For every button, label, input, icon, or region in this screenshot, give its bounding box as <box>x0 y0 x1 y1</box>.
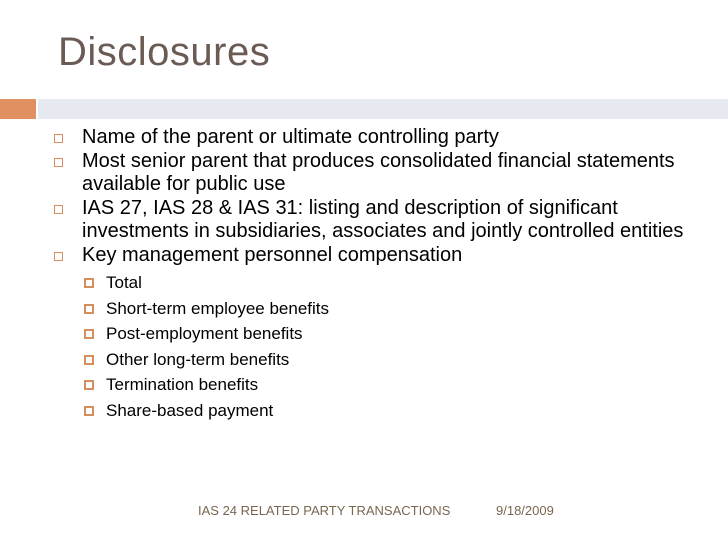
sub-bullet-item <box>40 398 700 424</box>
slide-title: Disclosures <box>58 30 271 74</box>
footer-date: 9/18/2009 <box>496 503 554 518</box>
bullet-text: IAS 27, IAS 28 & IAS 31: listing and description of significant investments in subsidiaries, associates and jointly controlled entities <box>82 196 684 242</box>
bullet-list <box>40 126 700 423</box>
sub-bullet-text: Share-based payment <box>106 400 274 420</box>
sub-bullet-item <box>40 296 700 322</box>
sub-bullet-list <box>40 270 700 423</box>
sub-bullet-item <box>40 270 700 296</box>
bullet-text: Key management personnel compensation <box>82 243 463 266</box>
sub-bullet-text: Post-employment benefits <box>106 324 303 343</box>
bullet-item <box>40 126 700 150</box>
footer-title: IAS 24 RELATED PARTY TRANSACTIONS <box>198 503 451 518</box>
title-underline-bar <box>38 99 728 119</box>
hollow-square-bullet-icon <box>54 205 63 214</box>
hollow-square-bullet-icon <box>54 252 63 261</box>
sub-bullet-item <box>40 321 700 347</box>
square-bullet-icon <box>84 304 94 314</box>
square-bullet-icon <box>84 380 94 390</box>
sub-bullet-text: Termination benefits <box>106 375 259 394</box>
square-bullet-icon <box>84 329 94 339</box>
sub-bullet-text: Total <box>106 273 142 292</box>
bullet-item <box>40 197 700 244</box>
bullet-item <box>40 150 700 197</box>
sub-bullet-item <box>40 347 700 373</box>
square-bullet-icon <box>84 278 94 288</box>
square-bullet-icon <box>84 355 94 365</box>
hollow-square-bullet-icon <box>54 134 63 143</box>
bullet-item <box>40 244 700 268</box>
square-bullet-icon <box>84 406 94 416</box>
hollow-square-bullet-icon <box>54 158 63 167</box>
sub-bullet-item <box>40 372 700 398</box>
bullet-text: Name of the parent or ultimate controlling party <box>82 126 499 148</box>
bullet-text: Most senior parent that produces consolidated financial statements available for public use <box>82 149 675 195</box>
accent-bar <box>0 99 36 119</box>
sub-bullet-text: Other long-term benefits <box>106 349 290 369</box>
sub-bullet-text: Short-term employee benefits <box>106 298 329 318</box>
